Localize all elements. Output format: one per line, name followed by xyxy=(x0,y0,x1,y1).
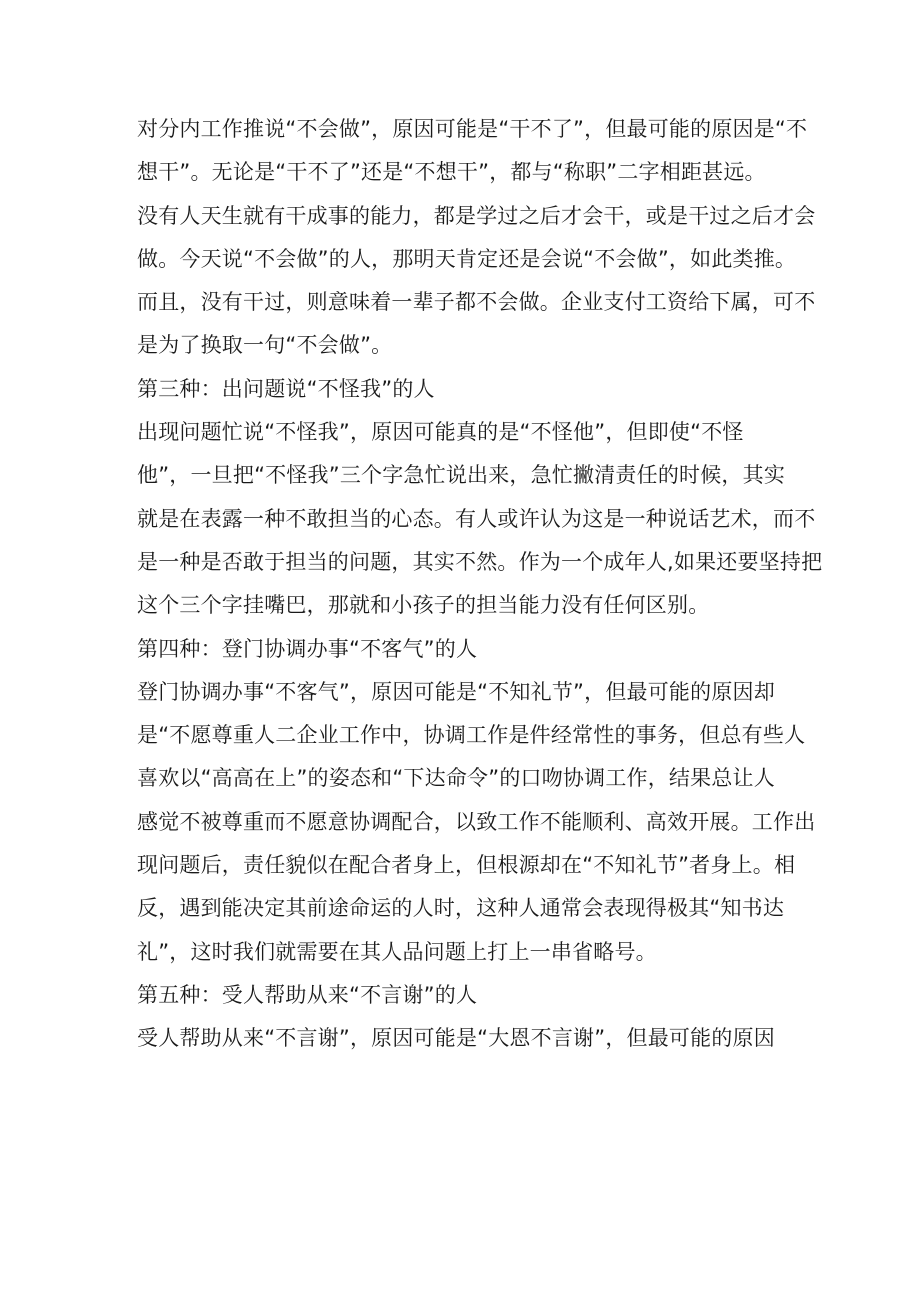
paragraph-line: 做。今天说“不会做”的人，那明天肯定还是会说“不会做”，如此类推。 xyxy=(137,246,797,271)
paragraph-line: 这个三个字挂嘴巴，那就和小孩子的担当能力没有任何区别。 xyxy=(137,593,710,618)
paragraph-line: 而且，没有干过，则意味着一辈子都不会做。企业支付工资给下属，可不 xyxy=(137,290,816,315)
paragraph-line: 是一种是否敢于担当的问题，其实不然。作为一个成年人,如果还要坚持把 xyxy=(137,549,823,574)
paragraph-line: 没有人天生就有干成事的能力，都是学过之后才会干，或是干过之后才会 xyxy=(137,203,816,228)
paragraph-line: 是为了换取一句“不会做”。 xyxy=(137,333,393,358)
section-heading-5: 第五种：受人帮助从来“不言谢”的人 xyxy=(137,982,478,1007)
paragraph-line: 现问题后，责任貌似在配合者身上，但根源却在“不知礼节”者身上。相 xyxy=(137,853,796,878)
paragraph-line: 感觉不被尊重而不愿意协调配合，以致工作不能顺利、高效开展。工作出 xyxy=(137,809,816,834)
paragraph-line: 出现问题忙说“不怪我”，原因可能真的是“不怪他”，但即使“不怪 xyxy=(137,420,744,445)
section-heading-4: 第四种：登门协调办事“不客气”的人 xyxy=(137,636,478,661)
section-heading-3: 第三种：出问题说“不怪我”的人 xyxy=(137,376,435,401)
paragraph-line: 礼”，这时我们就需要在其人品问题上打上一串省略号。 xyxy=(137,939,657,964)
paragraph-line: 登门协调办事“不客气”，原因可能是“不知礼节”，但最可能的原因却 xyxy=(137,679,775,704)
paragraph-line: 反，遇到能决定其前途命运的人时，这种人通常会表现得极其“知书达 xyxy=(137,896,785,921)
paragraph-line: 对分内工作推说“不会做”，原因可能是“干不了”，但最可能的原因是“不 xyxy=(137,117,808,141)
paragraph-line: 喜欢以“高高在上”的姿态和“下达命令”的口吻协调工作，结果总让人 xyxy=(137,766,775,791)
paragraph-line: 是“不愿尊重人二企业工作中，协调工作是件经常性的事务，但总有些人 xyxy=(137,723,806,748)
paragraph-line: 就是在表露一种不敢担当的心态。有人或许认为这是一种说话艺术，而不 xyxy=(137,506,816,531)
body-text xyxy=(137,108,823,1061)
paragraph-line: 想干”。无论是“干不了”还是“不想干”，都与“称职”二字相距甚远。 xyxy=(137,160,766,185)
paragraph-line: 他”，一旦把“不怪我”三个字急忙说出来，急忙撇清责任的时候，其实 xyxy=(137,463,786,488)
paragraph-line: 受人帮助从来“不言谢”，原因可能是“大恩不言谢”，但最可能的原因 xyxy=(137,1026,775,1051)
